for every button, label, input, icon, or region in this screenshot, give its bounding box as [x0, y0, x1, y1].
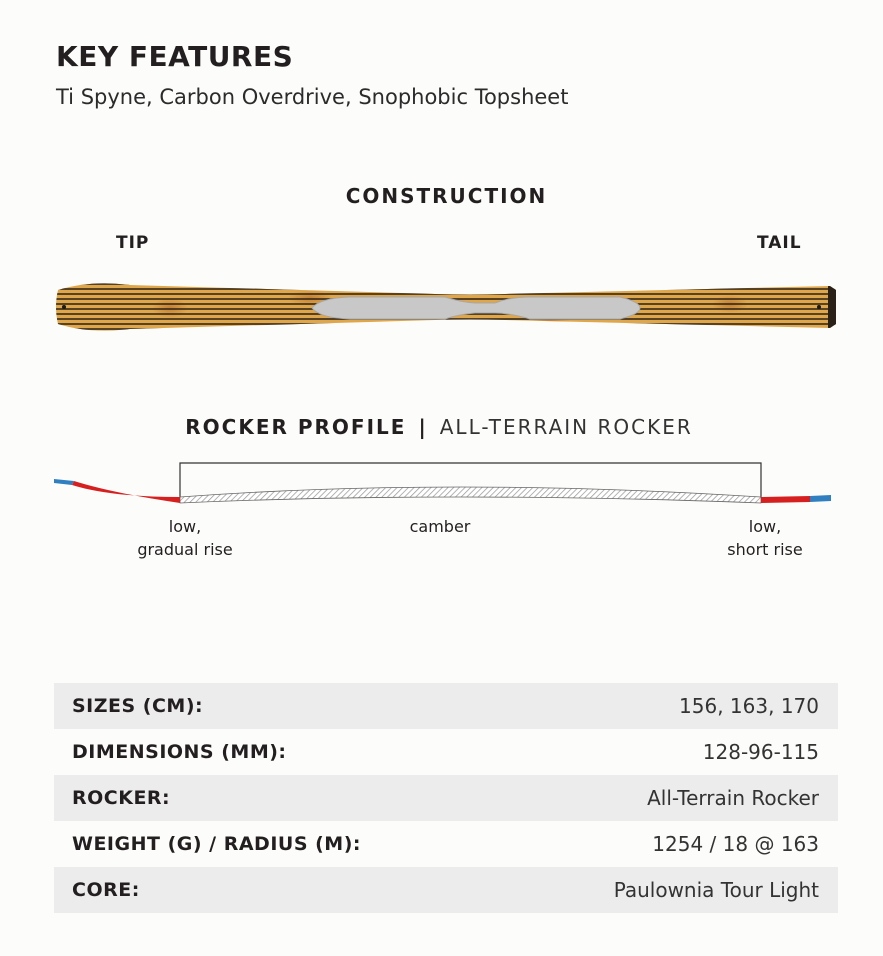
- spec-row-core: [54, 867, 838, 913]
- heading-separator: |: [418, 415, 428, 439]
- camber-label: camber: [409, 517, 471, 536]
- tip-rise-line1: low,: [168, 517, 202, 536]
- tip-hole-icon: [62, 305, 66, 309]
- tip-end: [54, 479, 74, 485]
- tail-rise-line2: short rise: [727, 540, 803, 559]
- tail-rocker: [761, 496, 810, 503]
- spec-value: 128-96-115: [702, 740, 819, 764]
- rocker-profile-title: ROCKER PROFILE: [185, 415, 407, 439]
- tail-end: [810, 495, 831, 502]
- tail-rise-line1: low,: [748, 517, 782, 536]
- spec-key: WEIGHT (G) / RADIUS (M):: [72, 833, 361, 855]
- spec-value: Paulownia Tour Light: [613, 878, 819, 902]
- tip-rise-label: [120, 515, 250, 561]
- page-subtitle: Ti Spyne, Carbon Overdrive, Snophobic Topsheet: [56, 85, 569, 109]
- spec-key: SIZES (CM):: [72, 695, 204, 717]
- spec-value: 1254 / 18 @ 163: [652, 832, 819, 856]
- tail-rise-label: [705, 515, 825, 561]
- spec-value: 156, 163, 170: [679, 694, 819, 718]
- rocker-type: ALL-TERRAIN ROCKER: [439, 415, 693, 439]
- spec-row-sizes: [54, 683, 838, 729]
- tip-label: TIP: [116, 233, 150, 253]
- specs-table: [54, 683, 838, 913]
- rocker-profile-diagram: [50, 455, 840, 515]
- tail-cap: [828, 276, 840, 340]
- tip-rise-line2: gradual rise: [137, 540, 233, 559]
- rocker-profile-heading: [0, 415, 878, 439]
- spec-key: DIMENSIONS (MM):: [72, 741, 287, 763]
- spec-row-dimensions: [54, 729, 838, 775]
- page-title: KEY FEATURES: [56, 40, 294, 73]
- spec-value: All-Terrain Rocker: [647, 786, 819, 810]
- spec-row-weight-radius: [54, 821, 838, 867]
- ski-body: [50, 276, 840, 340]
- spec-key: ROCKER:: [72, 787, 171, 809]
- spec-row-rocker: [54, 775, 838, 821]
- tip-rocker: [72, 481, 180, 503]
- camber-section: [180, 487, 761, 503]
- tail-hole-icon: [817, 305, 821, 309]
- construction-heading: CONSTRUCTION: [345, 184, 548, 208]
- tail-label: TAIL: [757, 233, 802, 253]
- spec-key: CORE:: [72, 879, 140, 901]
- ski-construction-diagram: [50, 276, 840, 340]
